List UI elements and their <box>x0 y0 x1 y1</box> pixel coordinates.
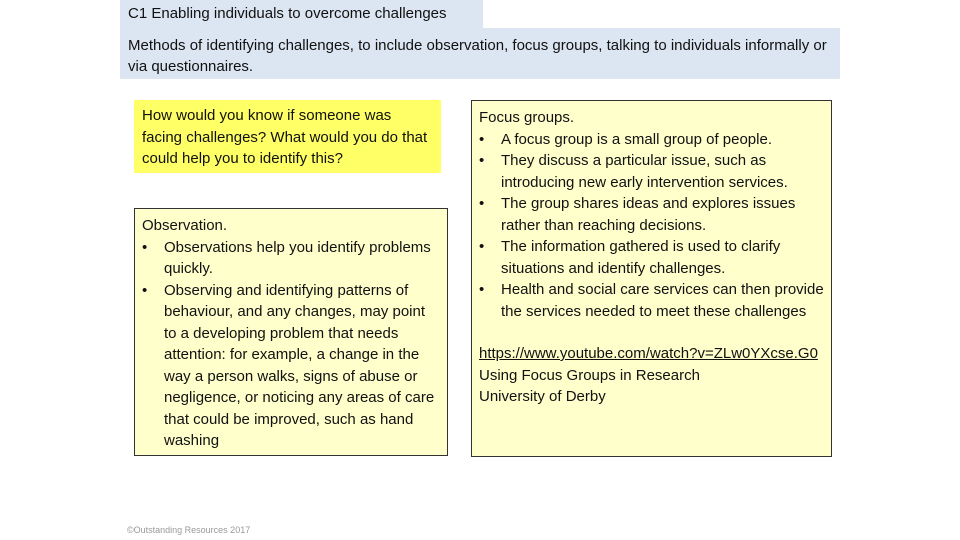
observation-box <box>134 208 448 456</box>
focus-bullet: • Health and social care services can then provide the services needed to meet these challenges <box>479 279 824 322</box>
observation-bullet: • Observing and identifying patterns of behaviour, and any changes, may point to a developing problem that needs attention: for example, a change in the way a person walks, signs of abuse or negligence, or noticing any areas of care that could be improved, such as hand washing <box>142 280 440 452</box>
focus-bullet: • The group shares ideas and explores issues rather than reaching decisions. <box>479 193 824 236</box>
question-box: How would you know if someone was facing challenges? What would you do that could help you to identify this? <box>134 100 441 173</box>
focus-bullet: • They discuss a particular issue, such as introducing new early intervention services. <box>479 150 824 193</box>
observation-bullet: • Observations help you identify problems quickly. <box>142 237 440 280</box>
focus-bullet: • A focus group is a small group of people. <box>479 129 824 151</box>
copyright-footer: ©Outstanding Resources 2017 <box>127 525 251 535</box>
slide-subtitle: Methods of identifying challenges, to include observation, focus groups, talking to individuals informally or via questionnaires. <box>120 28 840 79</box>
youtube-link[interactable]: https://www.youtube.com/watch?v=ZLw0YXcse.G0 <box>479 345 818 362</box>
focus-groups-box <box>471 100 832 457</box>
link-source: University of Derby <box>479 388 606 405</box>
link-title: Using Focus Groups in Research <box>479 366 700 384</box>
observation-heading: Observation. <box>142 217 228 234</box>
slide-title: C1 Enabling individuals to overcome challenges <box>120 0 483 28</box>
focus-heading: Focus groups. <box>479 109 575 126</box>
focus-bullet: • The information gathered is used to clarify situations and identify challenges. <box>479 236 824 279</box>
